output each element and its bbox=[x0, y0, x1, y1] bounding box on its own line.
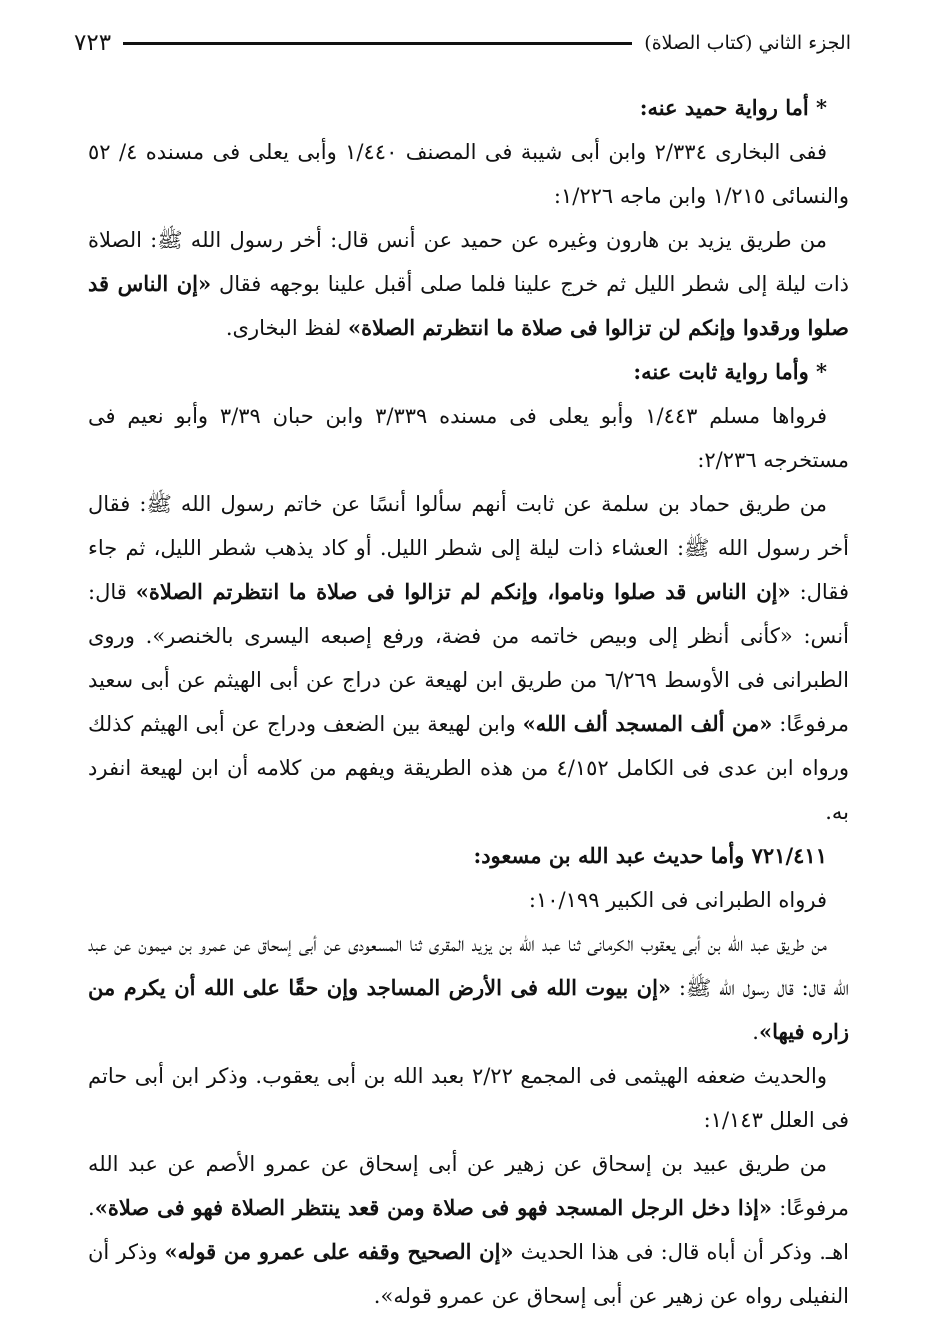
page-body bbox=[88, 86, 849, 1318]
running-title: الجزء الثاني (كتاب الصلاة) bbox=[644, 32, 851, 54]
paragraph-text: والحديث ضعفه الهيثمى فى المجمع ٢/٢٢ بعبد الله بن أبى يعقوب. وذكر ابن أبى حاتم فى العلل ١/١٤٣: bbox=[88, 1064, 849, 1132]
bold-quote-text: «إذا دخل الرجل المسجد فهو فى صلاة ومن قعد ينتظر الصلاة فهو فى صلاة» bbox=[94, 1195, 773, 1220]
body-paragraph bbox=[88, 130, 849, 218]
paragraph-text: فرواها مسلم ١/٤٤٣ وأبو يعلى فى مسنده ٣/٣٣٩ وابن حبان ٣/٣٩ وأبو نعيم فى مستخرجه ٢/٢٣٦: bbox=[88, 404, 849, 472]
bold-quote-text: «إن الناس قد صلوا وناموا، وإنكم لم تزالوا فى صلاة ما انتظرتم الصلاة» bbox=[135, 579, 791, 604]
paragraph-text: من طريق يزيد بن هارون وغيره عن حميد عن أنس قال: أخر رسول الله ﷺ: الصلاة ذات ليلة إلى شطر الليل ثم خرج علينا فلما صلى أقبل علينا بوجهه فقال bbox=[88, 228, 850, 296]
bold-quote-text: * أما رواية حميد عنه: bbox=[639, 95, 827, 120]
paragraph-text: من طريق حماد بن سلمة عن ثابت أنهم سألوا أنسًا عن خاتم رسول الله ﷺ: فقال أخر رسول الله ﷺ: العشاء ذات ليلة إلى شطر الليل. أو كاد يذهب شطر الليل، ثم جاء فقال: bbox=[88, 492, 849, 604]
bold-quote-text: «إن الناس قد صلوا ورقدوا وإنكم لن تزالوا فى صلاة ما انتظرتم الصلاة» bbox=[88, 271, 849, 340]
bold-quote-text: «من ألف المسجد ألف الله» bbox=[522, 711, 773, 736]
section-heading bbox=[88, 86, 849, 130]
paragraph-text: قال: أنس: «كأنى أنظر إلى وبيص خاتمه من فضة، ورفع إصبعه اليسرى بالخنصر». وروى الطبرانى فى الأوسط ٦/٢٦٩ من طريق ابن لهيعة عن دراج عن أبى الهيثم عن أبى سعيد مرفوعًا: bbox=[88, 580, 849, 736]
body-paragraph bbox=[88, 922, 849, 1054]
bold-quote-text: «إن بيوت الله فى الأرض المساجد وإن حقًا على الله أن يكرم من زاره فيها» bbox=[88, 975, 849, 1044]
paragraph-text: ففى البخارى ٢/٣٣٤ وابن أبى شيبة فى المصنف ١/٤٤٠ وأبى يعلى فى مسنده ٤/ ٥٢ والنسائى ١/٢١٥ وابن ماجه ١/٢٢٦: bbox=[88, 140, 849, 208]
running-header bbox=[74, 30, 851, 56]
section-heading bbox=[88, 834, 849, 878]
paragraph-text: من طريق عبد الله بن أبى يعقوب الكرمانى ثنا عبد الله بن يزيد المقرى ثنا المسعودى عن أبى إسحاق عن عمرو بن ميمون عن عبد الله قال: قال رسول الله ﷺ: bbox=[88, 932, 849, 1000]
body-paragraph bbox=[88, 482, 849, 834]
bold-quote-text: * وأما رواية ثابت عنه: bbox=[633, 359, 827, 384]
paragraph-text: . bbox=[752, 1020, 759, 1044]
body-paragraph bbox=[88, 394, 849, 482]
paragraph-text: وذكر أن النفيلى رواه عن زهير عن أبى إسحاق عن عمرو قوله». bbox=[88, 1240, 849, 1308]
body-paragraph bbox=[88, 1142, 849, 1318]
body-paragraph bbox=[88, 878, 849, 922]
header-rule bbox=[123, 42, 632, 45]
page-number: ٧٢٣ bbox=[74, 30, 112, 56]
paragraph-text: فرواه الطبرانى فى الكبير ١٠/١٩٩: bbox=[528, 888, 827, 912]
body-paragraph bbox=[88, 1054, 849, 1142]
bold-quote-text: ٧٢١/٤١١ وأما حديث عبد الله بن مسعود: bbox=[473, 843, 827, 868]
paragraph-text: وابن لهيعة بين الضعف ودراج عن أبى الهيثم كذلك ورواه ابن عدى فى الكامل ٤/١٥٢ من هذه الطريقة ويفهم من كلامه أن ابن لهيعة انفرد به. bbox=[88, 712, 849, 824]
paragraph-text: من طريق عبيد بن إسحاق عن زهير عن أبى إسحاق عن عمرو الأصم عن عبد الله مرفوعًا: bbox=[88, 1152, 849, 1220]
body-paragraph bbox=[88, 218, 849, 350]
section-heading bbox=[88, 350, 849, 394]
paragraph-text: . اهـ. وذكر أن أباه قال: فى هذا الحديث bbox=[88, 1196, 849, 1264]
paragraph-text: لفظ البخارى. bbox=[225, 316, 348, 340]
bold-quote-text: «إن الصحيح وقفه على عمرو من قوله» bbox=[164, 1239, 514, 1264]
